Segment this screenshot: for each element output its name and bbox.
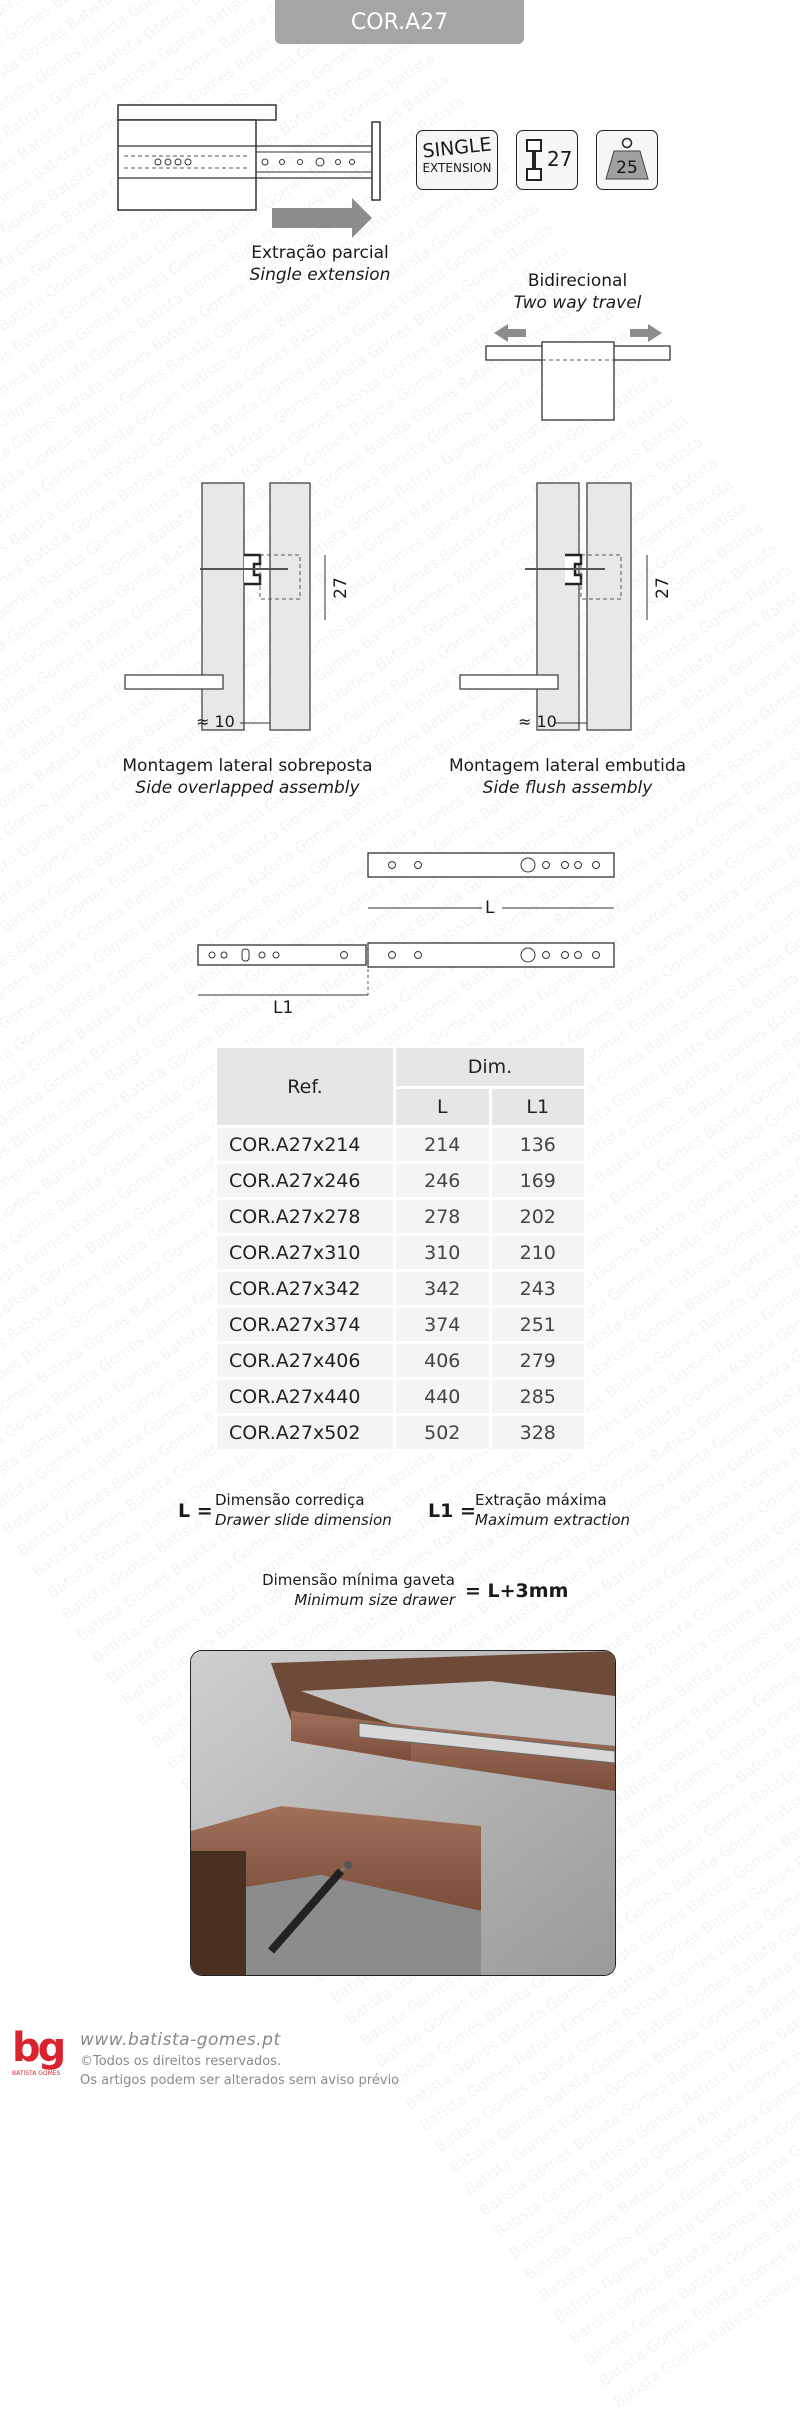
dim-column-header: Dim.: [395, 1047, 586, 1088]
flush-offset-dim: ≈ 10: [518, 712, 557, 731]
l1-cell: 210: [490, 1235, 586, 1271]
ref-cell: COR.A27x278: [216, 1199, 395, 1235]
left-arrow-icon: [494, 324, 526, 342]
flush-height-dim: 27: [652, 577, 673, 599]
two-way-travel-drawing: [478, 318, 678, 423]
batista-gomes-logo: bg BATISTA GOMES: [12, 2025, 64, 2077]
l-cell: 440: [395, 1379, 491, 1415]
slide-profile-icon: [523, 137, 545, 183]
l1-cell: 251: [490, 1307, 586, 1343]
l-legend-key: L =: [178, 1500, 213, 1522]
ref-cell: COR.A27x502: [216, 1415, 395, 1451]
overlapped-height-dim: 27: [330, 577, 351, 599]
l-column-header: L: [395, 1088, 491, 1127]
slide-dimension-drawing: [190, 845, 620, 1005]
product-title: COR.A27: [275, 0, 524, 44]
l-cell: 246: [395, 1163, 491, 1199]
min-drawer-value: = L+3mm: [465, 1580, 569, 1602]
l1-cell: 136: [490, 1127, 586, 1163]
notice-text: Os artigos podem ser alterados sem aviso prévio: [80, 2073, 400, 2088]
single-extension-badge: SINGLE EXTENSION: [416, 130, 498, 190]
l1-cell: 328: [490, 1415, 586, 1451]
load-capacity-badge: 25: [596, 130, 658, 190]
table-row: [216, 1271, 586, 1307]
l1-legend-text: Extração máxima Maximum extraction: [475, 1491, 631, 1529]
table-row: [216, 1343, 586, 1379]
ref-cell: COR.A27x440: [216, 1379, 395, 1415]
right-arrow-icon: [630, 324, 662, 342]
ref-cell: COR.A27x406: [216, 1343, 395, 1379]
product-photo: [190, 1650, 616, 1976]
ref-cell: COR.A27x310: [216, 1235, 395, 1271]
l-legend-text: Dimensão corrediça Drawer slide dimension: [215, 1491, 392, 1529]
table-row: [216, 1307, 586, 1343]
flush-assembly-drawing: [455, 480, 675, 735]
l-cell: 406: [395, 1343, 491, 1379]
l-cell: 214: [395, 1127, 491, 1163]
ref-cell: COR.A27x342: [216, 1271, 395, 1307]
table-row: [216, 1235, 586, 1271]
single-extension-caption: Extração parcial Single extension: [249, 243, 391, 285]
l1-legend-key: L1 =: [428, 1500, 476, 1522]
dimensions-table: [214, 1045, 587, 1452]
l1-cell: 285: [490, 1379, 586, 1415]
slide-height-badge: 27: [516, 130, 578, 190]
ref-cell: COR.A27x246: [216, 1163, 395, 1199]
l-dimension-label: L: [485, 898, 495, 918]
table-row: [216, 1127, 586, 1163]
l1-cell: 279: [490, 1343, 586, 1379]
l-cell: 342: [395, 1271, 491, 1307]
ref-cell: COR.A27x214: [216, 1127, 395, 1163]
flush-assembly-caption: Montagem lateral embutida Side flush assembly: [448, 756, 687, 798]
website-link[interactable]: www.batista-gomes.pt: [80, 2030, 281, 2050]
l1-cell: 243: [490, 1271, 586, 1307]
table-row: [216, 1163, 586, 1199]
l1-column-header: L1: [490, 1088, 586, 1127]
overlapped-offset-dim: ≈ 10: [196, 712, 235, 731]
l-cell: 502: [395, 1415, 491, 1451]
l1-dimension-label: L1: [273, 998, 294, 1018]
single-extension-drawing: [110, 100, 395, 240]
l1-cell: 202: [490, 1199, 586, 1235]
rights-text: ©Todos os direitos reservados.: [80, 2054, 282, 2069]
overlapped-assembly-caption: Montagem lateral sobreposta Side overlapped assembly: [122, 756, 373, 798]
l1-cell: 169: [490, 1163, 586, 1199]
ref-cell: COR.A27x374: [216, 1307, 395, 1343]
ref-column-header: Ref.: [216, 1047, 395, 1127]
overlapped-assembly-drawing: [120, 480, 340, 735]
l-cell: 278: [395, 1199, 491, 1235]
l-cell: 310: [395, 1235, 491, 1271]
two-way-travel-caption: Bidirecional Two way travel: [513, 271, 642, 313]
table-row: [216, 1415, 586, 1451]
table-row: [216, 1379, 586, 1415]
min-drawer-text: Dimensão mínima gaveta Minimum size drawer: [262, 1571, 455, 1609]
l-cell: 374: [395, 1307, 491, 1343]
table-row: [216, 1199, 586, 1235]
